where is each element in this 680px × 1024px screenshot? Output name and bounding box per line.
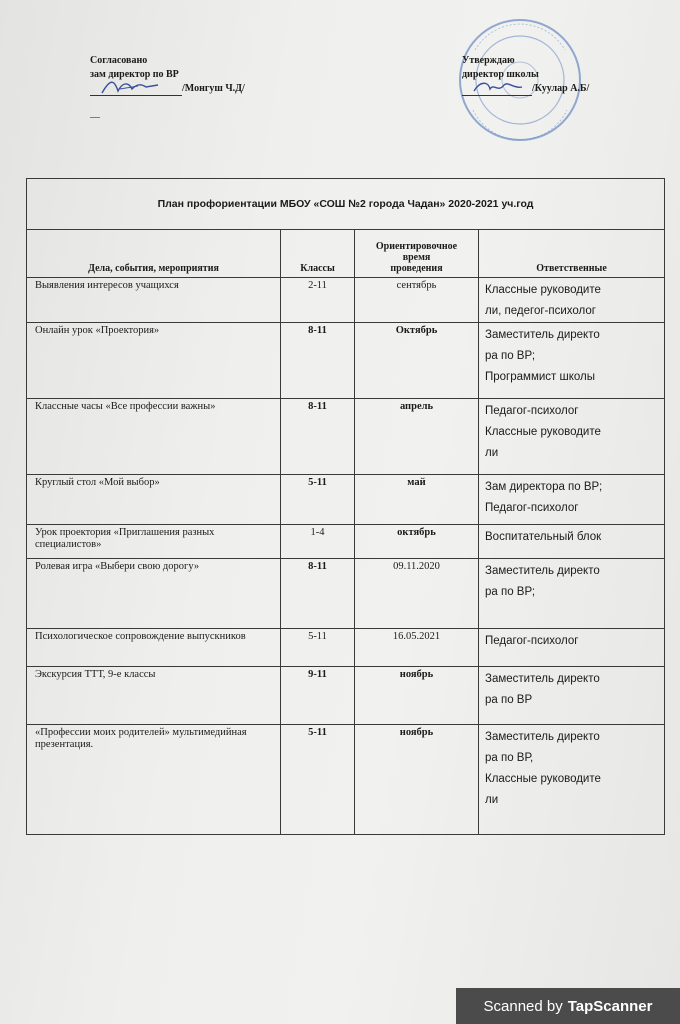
table-row	[27, 525, 665, 559]
cell-classes: 5-11	[281, 725, 355, 835]
dash-mark: —	[90, 112, 100, 123]
plan-table	[26, 178, 665, 835]
table-row	[27, 323, 665, 399]
signature-blank	[90, 83, 182, 96]
header-time-line2: время	[402, 252, 431, 263]
cell-responsible	[479, 559, 665, 629]
cell-classes: 5-11	[281, 629, 355, 667]
table-row	[27, 629, 665, 667]
cell-responsible	[479, 323, 665, 399]
approval-left-line2: зам директор по ВР	[90, 69, 179, 80]
table-row	[27, 278, 665, 323]
cell-time: май	[355, 475, 479, 525]
cell-event: Выявления интересов учащихся	[27, 278, 281, 323]
cell-classes: 1-4	[281, 525, 355, 559]
responsible-line: ли	[485, 447, 499, 459]
responsible-line: Классные руководите	[485, 773, 601, 785]
table-row	[27, 725, 665, 835]
scanner-watermark	[456, 988, 680, 1024]
approval-right-signer: /Куулар А.Б/	[532, 83, 590, 94]
cell-time: 09.11.2020	[355, 559, 479, 629]
responsible-line: Заместитель директо	[485, 673, 600, 685]
cell-responsible	[479, 667, 665, 725]
responsible-line: ра по ВР;	[485, 586, 536, 598]
responsible-line: Программист школы	[485, 371, 595, 383]
cell-time: Октябрь	[355, 323, 479, 399]
approval-right-signature-line	[462, 82, 662, 96]
responsible-line: ли, педегог-психолог	[485, 305, 596, 317]
responsible-line: ли	[485, 794, 499, 806]
responsible-line: ра по ВР	[485, 694, 533, 706]
cell-time: апрель	[355, 399, 479, 475]
cell-classes: 5-11	[281, 475, 355, 525]
responsible-line: Заместитель директо	[485, 329, 600, 341]
cell-responsible	[479, 399, 665, 475]
scanner-prefix: Scanned by	[483, 997, 563, 1015]
approval-right-line1: Утверждаю	[462, 55, 515, 66]
approval-left-signature-line	[90, 82, 330, 96]
header-responsible: Ответственные	[479, 230, 665, 278]
cell-responsible	[479, 525, 665, 559]
table-row	[27, 475, 665, 525]
cell-classes: 2-11	[281, 278, 355, 323]
responsible-line: Зам директора по ВР;	[485, 481, 603, 493]
responsible-line: ра по ВР,	[485, 752, 534, 764]
responsible-line: Классные руководите	[485, 284, 601, 296]
approval-left-signer: /Монгуш Ч.Д/	[182, 83, 245, 94]
cell-event: Экскурсия ТТТ, 9-е классы	[27, 667, 281, 725]
cell-event: Психологическое сопровождение выпускников	[27, 629, 281, 667]
header-time-line1: Ориентировочное	[375, 241, 458, 252]
approval-left-line1: Согласовано	[90, 55, 148, 66]
responsible-line: Заместитель директо	[485, 565, 600, 577]
cell-event: Ролевая игра «Выбери свою дорогу»	[27, 559, 281, 629]
table-row	[27, 399, 665, 475]
header-time-line3: проведения	[390, 263, 443, 274]
cell-responsible	[479, 475, 665, 525]
cell-event: «Профессии моих родителей» мультимедийная презентация.	[27, 725, 281, 835]
cell-time: ноябрь	[355, 667, 479, 725]
cell-classes: 9-11	[281, 667, 355, 725]
cell-responsible	[479, 725, 665, 835]
table-header-row	[27, 230, 665, 278]
responsible-line: Заместитель директо	[485, 731, 600, 743]
approval-block-right	[462, 54, 662, 96]
responsible-line: Воспитательный блок	[485, 531, 602, 543]
scanner-brand: TapScanner	[567, 997, 653, 1015]
cell-classes: 8-11	[281, 559, 355, 629]
approval-right-line2: директор школы	[462, 69, 539, 80]
cell-time: октябрь	[355, 525, 479, 559]
header-classes: Классы	[281, 230, 355, 278]
signature-blank	[462, 83, 532, 96]
cell-responsible	[479, 278, 665, 323]
cell-time: 16.05.2021	[355, 629, 479, 667]
cell-classes: 8-11	[281, 323, 355, 399]
table-title: План профориентации МБОУ «СОШ №2 города Чадан» 2020-2021 уч.год	[27, 179, 665, 230]
table-row	[27, 667, 665, 725]
cell-time: сентябрь	[355, 278, 479, 323]
cell-event: Урок проектория «Приглашения разных специалистов»	[27, 525, 281, 559]
cell-responsible	[479, 629, 665, 667]
responsible-line: Педагог-психолог	[485, 502, 579, 514]
cell-event: Классные часы «Все профессии важны»	[27, 399, 281, 475]
approval-block-left	[90, 54, 330, 96]
header-event: Дела, события, мероприятия	[27, 230, 281, 278]
cell-time: ноябрь	[355, 725, 479, 835]
header-time	[355, 230, 479, 278]
responsible-line: Педагог-психолог	[485, 405, 579, 417]
responsible-line: ра по ВР;	[485, 350, 536, 362]
table-row	[27, 559, 665, 629]
responsible-line: Классные руководите	[485, 426, 601, 438]
cell-classes: 8-11	[281, 399, 355, 475]
handwritten-signature-left	[98, 77, 168, 97]
responsible-line: Педагог-психолог	[485, 635, 579, 647]
cell-event: Онлайн урок «Проектория»	[27, 323, 281, 399]
handwritten-signature-right	[470, 77, 530, 97]
cell-event: Круглый стол «Мой выбор»	[27, 475, 281, 525]
